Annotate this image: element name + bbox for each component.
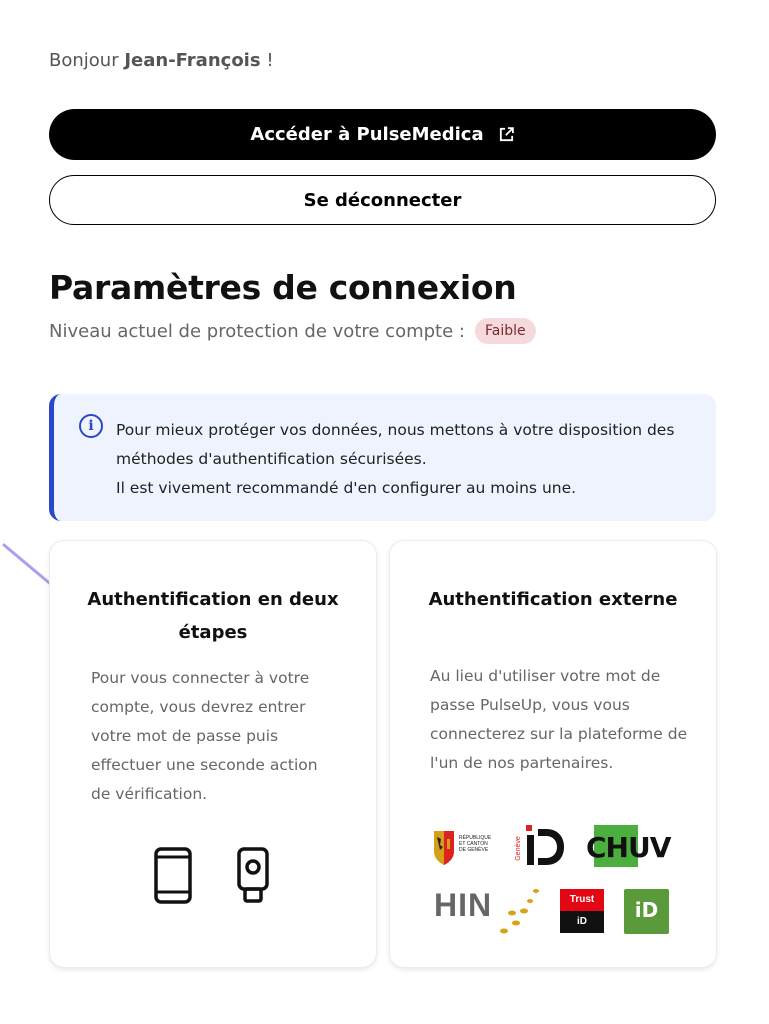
- info-line-1: Pour mieux protéger vos données, nous mettons à votre disposition des: [116, 421, 675, 439]
- greeting-prefix: Bonjour: [49, 50, 119, 71]
- chuv-text: CHUV: [586, 831, 671, 864]
- two-factor-card-description: Pour vous connecter à votre compte, vous devrez entrer votre mot de passe puis effectuer une seconde action de vérification.: [91, 669, 318, 803]
- info-line-2: méthodes d'authentification sécurisées.: [116, 450, 427, 468]
- external-card-description: Au lieu d'utiliser votre mot de passe PulseUp, vous vous connecterez sur la plateforme de l'un de nos partenaires.: [430, 667, 688, 772]
- two-factor-card-title: Authentification en deux étapes: [87, 589, 339, 643]
- status-badge: Faible: [475, 318, 536, 344]
- info-line-3: Il est vivement recommandé d'en configurer au moins une.: [116, 479, 577, 497]
- trustid-logo[interactable]: [560, 889, 604, 933]
- protection-label: Niveau actuel de protection de votre compte :: [49, 320, 465, 342]
- info-icon: i: [79, 414, 103, 438]
- geneve-text-1: RÉPUBLIQUE: [459, 835, 492, 841]
- info-banner: [49, 394, 716, 521]
- geneve-id-logo[interactable]: [514, 823, 568, 869]
- access-pulsemedica-button[interactable]: [49, 109, 716, 160]
- external-card-title: Authentification externe: [428, 589, 678, 610]
- external-link-icon: [498, 126, 515, 143]
- protection-level-row: [49, 318, 536, 344]
- geneve-text-3: DE GENÈVE: [459, 847, 489, 853]
- security-key-icon: [237, 847, 269, 904]
- geneve-logo[interactable]: [432, 825, 494, 871]
- geneve-id-mark: [524, 823, 566, 867]
- two-factor-auth-card[interactable]: [50, 541, 376, 967]
- logout-button[interactable]: [49, 175, 716, 225]
- access-pulsemedica-label: Accéder à PulseMedica: [250, 124, 484, 145]
- trustid-top-text: Trust: [560, 889, 604, 911]
- geneve-id-text: Genève: [514, 835, 522, 861]
- chuv-logo[interactable]: [586, 825, 670, 867]
- geneve-crest-icon: [432, 827, 456, 867]
- hin-logo[interactable]: [434, 887, 544, 937]
- greeting-suffix: !: [266, 50, 274, 71]
- external-auth-card[interactable]: [390, 541, 716, 967]
- logout-label: Se déconnecter: [303, 189, 462, 211]
- hin-text: HIN: [434, 887, 493, 923]
- user-name: Jean-François: [124, 50, 261, 71]
- trustid-bottom-text: iD: [560, 911, 604, 933]
- geneve-text-2: ET CANTON: [459, 841, 488, 847]
- smartphone-icon: [154, 847, 192, 904]
- page-title: Paramètres de connexion: [49, 268, 517, 307]
- swissid-text: iD: [634, 898, 659, 922]
- hin-dots-icon: [500, 887, 540, 935]
- swissid-logo[interactable]: [624, 889, 669, 934]
- greeting: [49, 50, 274, 71]
